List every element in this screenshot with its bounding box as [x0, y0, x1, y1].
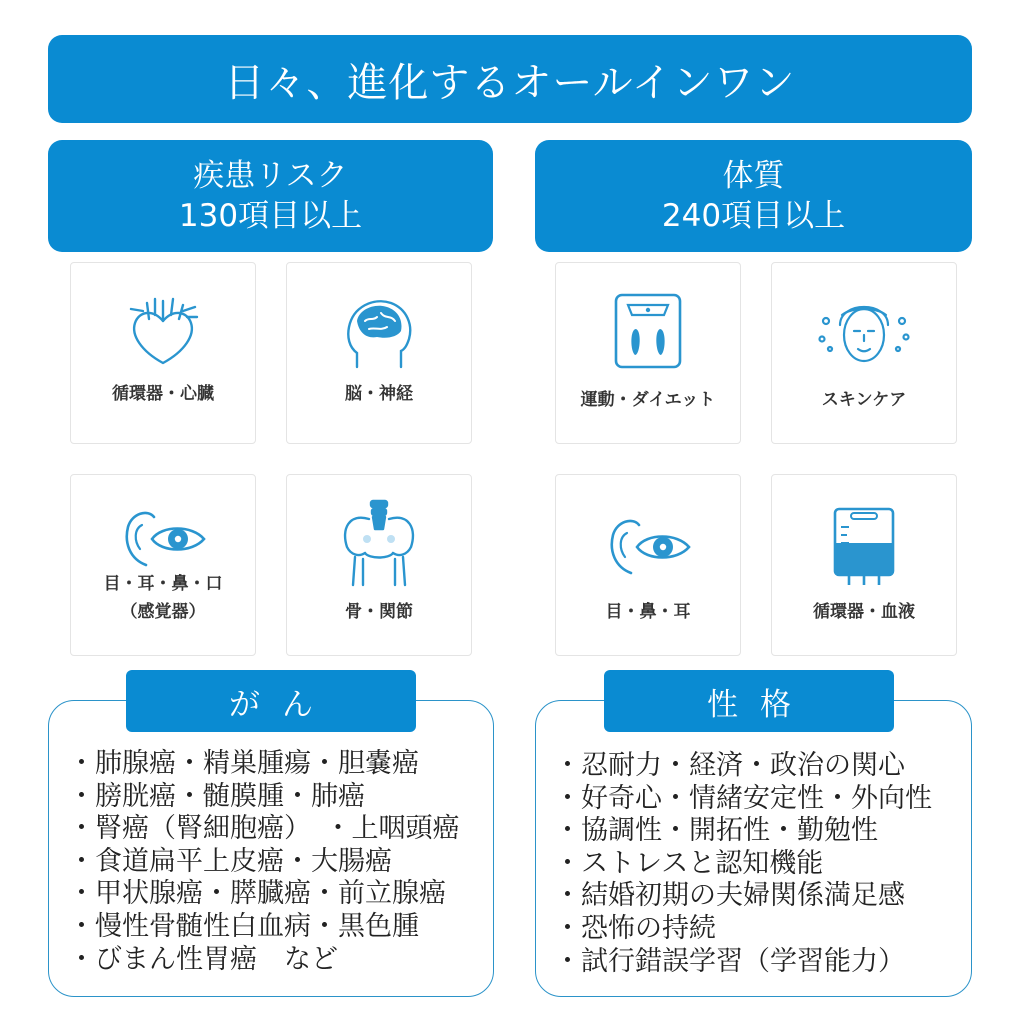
card-skincare [771, 262, 957, 444]
blood-bag-icon [829, 503, 899, 587]
brain-icon [339, 291, 419, 371]
list-item: ・ストレスと認知機能 [554, 847, 824, 879]
card-exercise-diet [555, 262, 741, 444]
category-count: 240項目以上 [661, 198, 846, 234]
card-bone-joint [286, 474, 472, 656]
personality-heading-text: 性格 [707, 686, 813, 723]
card-label: 目・鼻・耳 [605, 602, 691, 622]
heart-icon [123, 291, 203, 371]
scale-icon [608, 291, 688, 371]
list-item: ・好奇心・情緒安定性・外向性 [554, 782, 932, 814]
category-count: 130項目以上 [178, 198, 363, 234]
list-item: ・協調性・開拓性・勤勉性 [554, 815, 878, 847]
list-item: ・食道扁平上皮癌・大腸癌 [68, 845, 392, 877]
ear-eye-icon [603, 511, 693, 581]
list-item: ・びまん性胃癌 など [68, 943, 338, 975]
cancer-list [68, 748, 460, 976]
card-sublabel: （感覚器） [120, 602, 206, 622]
card-sense-organs [70, 474, 256, 656]
card-label: 目・耳・鼻・口 [103, 574, 223, 594]
category-name: 体質 [722, 158, 785, 194]
card-label: 循環器・血液 [813, 602, 915, 622]
cancer-heading [126, 670, 416, 732]
category-name: 疾患リスク [193, 158, 348, 194]
list-item: ・肺腺癌・精巣腫瘍・胆嚢癌 [68, 748, 419, 779]
list-item: ・結婚初期の夫婦関係満足感 [554, 880, 905, 912]
card-cardiovascular [70, 262, 256, 444]
pelvis-icon [339, 499, 419, 591]
list-item: ・忍耐力・経済・政治の関心 [554, 750, 905, 781]
card-circulatory-blood [771, 474, 957, 656]
list-item: ・甲状腺癌・膵臓癌・前立腺癌 [68, 878, 446, 910]
cancer-heading-text: がん [229, 686, 335, 723]
card-eye-nose-ear [555, 474, 741, 656]
card-label: 脳・神経 [345, 384, 413, 404]
ear-eye-icon [118, 503, 208, 573]
card-label: 骨・関節 [345, 602, 413, 622]
personality-heading [604, 670, 894, 732]
page-title-text: 日々、進化するオールインワン [224, 59, 796, 106]
card-brain-nerve [286, 262, 472, 444]
list-item: ・慢性骨髄性白血病・黒色腫 [68, 910, 419, 942]
list-item: ・恐怖の持続 [554, 912, 716, 944]
list-item: ・腎癌（腎細胞癌） ・上咽頭癌 [68, 813, 460, 845]
list-item: ・試行錯誤学習（学習能力） [554, 945, 905, 977]
category-constitution [535, 140, 972, 252]
face-mask-icon [812, 291, 916, 371]
card-label: スキンケア [821, 390, 907, 410]
card-label: 運動・ダイエット [580, 390, 716, 410]
personality-list [554, 750, 932, 978]
category-disease-risk [48, 140, 493, 252]
page-title [48, 35, 972, 123]
card-label: 循環器・心臓 [112, 384, 214, 404]
list-item: ・膀胱癌・髄膜腫・肺癌 [68, 780, 365, 812]
